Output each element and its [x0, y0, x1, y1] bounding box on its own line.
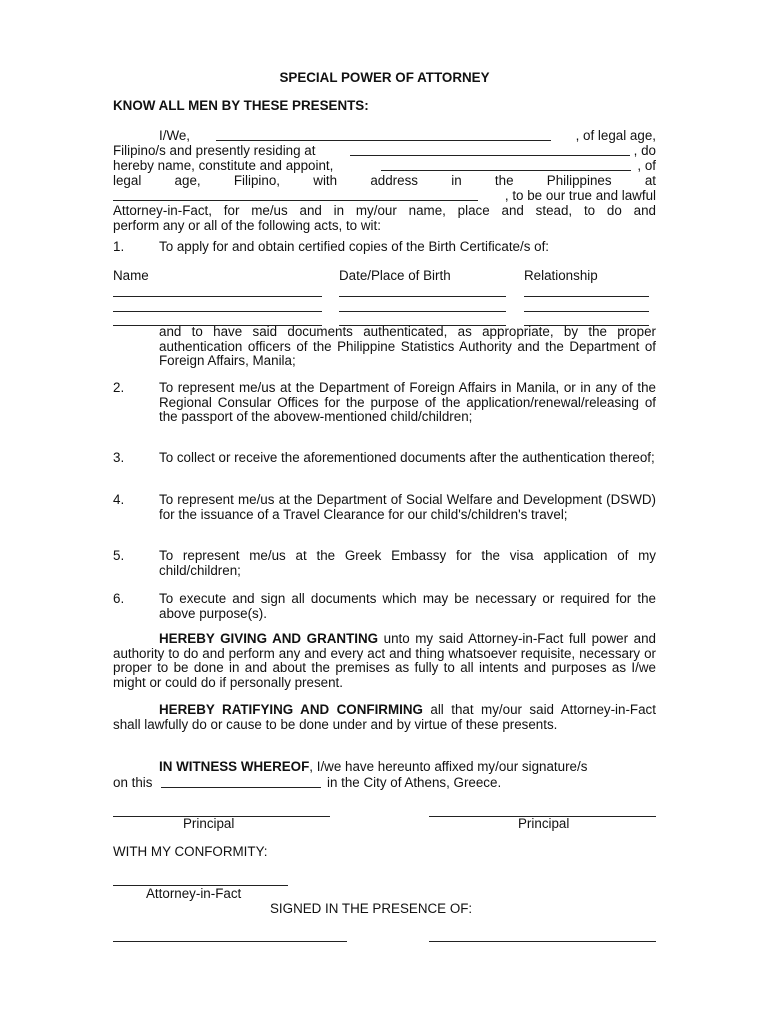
item-4-text: To represent me/us at the Department of Social Welfare and Development (DSWD) for the issuance of a Travel Clearance for our child's/children's travel; [159, 492, 656, 522]
ratifying-bold: HEREBY RATIFYING AND CONFIRMING [159, 702, 423, 717]
witness-line-2 [113, 775, 656, 790]
item-2 [113, 381, 656, 425]
item-3-number: 3. [113, 450, 125, 465]
giving-text: unto my said Attorney-in-Fact full power and authority to do and perform any and every act and thing whatsoever requisite, necessary or proper to be done in and about the premises as fully to all intents and purposes as I/we might or could do if personally present. [113, 631, 656, 690]
item-4-number: 4. [113, 492, 125, 507]
item-4 [113, 493, 656, 522]
name-blank[interactable] [216, 128, 551, 141]
intro-do: , do [633, 143, 656, 158]
header-date-place: Date/Place of Birth [339, 268, 451, 283]
principal-label-right: Principal [518, 816, 570, 831]
date-blank[interactable] [161, 775, 321, 788]
document-title: SPECIAL POWER OF ATTORNEY [279, 70, 490, 85]
item-3-text: To collect or receive the aforementioned documents after the authentication thereof; [159, 450, 655, 465]
intro-of: , of [637, 158, 656, 173]
header-relationship: Relationship [524, 268, 598, 283]
witness-paragraph [113, 760, 656, 775]
ratifying-text: all that my/our said Attorney-in-Fact shall lawfully do or cause to be done under and by virtue of these presents. [113, 702, 656, 732]
item-1-text: To apply for and obtain certified copies of the Birth Certificate/s of: [159, 239, 550, 254]
child-date-line-2[interactable] [339, 311, 506, 312]
intro-paragraph [113, 128, 656, 233]
item-6-text: To execute and sign all documents which may be necessary or required for the above purpose(s). [159, 591, 656, 621]
item-1-continuation: and to have said documents authenticated, as appropriate, by the proper authentication officers of the Philippine Statistics Authority and the Department of Foreign Affairs, Manila; [159, 324, 656, 368]
item-1-number: 1. [113, 239, 125, 254]
header-name: Name [113, 268, 149, 283]
ratifying-paragraph [113, 703, 656, 732]
address-blank[interactable] [350, 143, 630, 156]
conformity-label: WITH MY CONFORMITY: [113, 844, 268, 859]
document-heading: KNOW ALL MEN BY THESE PRESENTS: [113, 98, 369, 113]
witness-on-this: on this [113, 775, 153, 790]
witness-bold: IN WITNESS WHEREOF [159, 759, 310, 774]
child-date-line-1[interactable] [339, 296, 506, 297]
child-name-line-1[interactable] [113, 296, 322, 297]
intro-line7: perform any or all of the following acts, to wit: [113, 218, 381, 233]
attorney-name-blank[interactable] [381, 158, 631, 171]
giving-bold: HEREBY GIVING AND GRANTING [159, 631, 379, 646]
intro-residing: Filipino/s and presently residing at [113, 143, 316, 158]
item-6 [113, 592, 656, 621]
intro-appoint: hereby name, constitute and appoint, [113, 158, 334, 173]
item-2-number: 2. [113, 380, 125, 395]
intro-lawful: , to be our true and lawful [504, 188, 656, 203]
presence-label: SIGNED IN THE PRESENCE OF: [270, 901, 473, 916]
item-5-text: To represent me/us at the Greek Embassy for the visa application of my child/children; [159, 548, 656, 578]
witness-signature-line-right[interactable] [429, 941, 656, 942]
intro-line4: legal age, Filipino, with address in the Philippines at [113, 173, 656, 188]
child-name-line-2[interactable] [113, 311, 322, 312]
child-relationship-line-1[interactable] [524, 296, 649, 297]
witness-text: , I/we have hereunto affixed my/our signature/s [309, 759, 588, 774]
principal-label-left: Principal [183, 816, 235, 831]
document-page [113, 0, 656, 1024]
intro-iwe: I/We, [159, 128, 191, 143]
attorney-address-blank[interactable] [113, 188, 478, 201]
child-relationship-line-2[interactable] [524, 311, 649, 312]
intro-legal-age: , of legal age, [575, 128, 656, 143]
witness-city: in the City of Athens, Greece. [327, 775, 502, 790]
witness-signature-line-left[interactable] [113, 941, 347, 942]
item-6-number: 6. [113, 591, 125, 606]
giving-paragraph [113, 632, 656, 690]
item-3 [113, 451, 656, 466]
intro-line6: Attorney-in-Fact, for me/us and in my/our name, place and stead, to do and [113, 203, 656, 218]
item-5 [113, 549, 656, 578]
item-5-number: 5. [113, 548, 125, 563]
attorney-label: Attorney-in-Fact [146, 886, 242, 901]
item-1 [113, 240, 656, 255]
item-2-text: To represent me/us at the Department of Foreign Affairs in Manila, or in any of the Regional Consular Offices for the purpose of the application/renewal/releasing of the passport of the abovew-mentioned child/children; [159, 380, 656, 424]
